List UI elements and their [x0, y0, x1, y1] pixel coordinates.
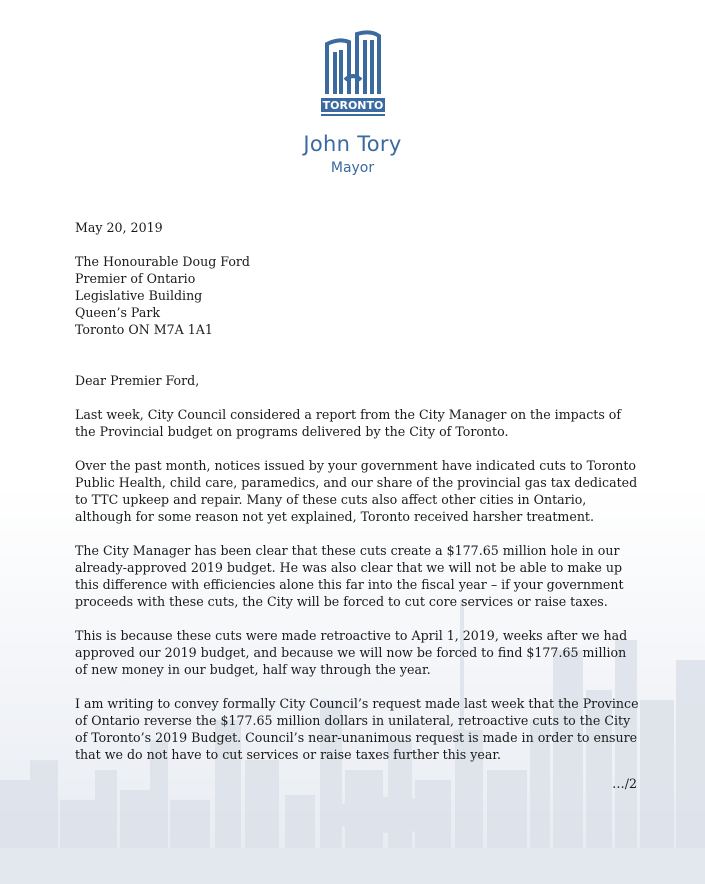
body-paragraph: Last week, City Council considered a report from the City Manager on the impacts of the Provincial budget on programs delivered by the City of Toronto. [75, 407, 622, 439]
recipient-address [75, 253, 640, 338]
recipient-line: Legislative Building [75, 288, 203, 303]
letterhead [0, 28, 705, 176]
mayor-name: John Tory [303, 132, 402, 156]
salutation: Dear Premier Ford, [75, 373, 200, 388]
body-paragraph: I am writing to convey formally City Council’s request made last week that the Province of Ontario reverse the $177.65 million dollars in unilateral, retroactive cuts to the City of Toronto’s 2019 Budget. Council’s near-unanimous request is made in order to ensure that we do not have to cut services or raise taxes further this year. [75, 696, 639, 762]
body-paragraph: This is because these cuts were made retroactive to April 1, 2019, weeks after we had approved our 2019 budget, and because we will now be forced to find $177.65 million of new money in our budget, half way through the year. [75, 628, 628, 677]
body-paragraph: The City Manager has been clear that these cuts create a $177.65 million hole in our already-approved 2019 budget. He was also clear that we will not be able to make up this difference with efficiencies alone this far into the fiscal year – if your government proceeds with these cuts, the City will be forced to cut core services or raise taxes. [75, 543, 624, 609]
recipient-line: The Honourable Doug Ford [75, 254, 250, 269]
mayor-title: Mayor [330, 160, 375, 176]
body-paragraph: Over the past month, notices issued by your government have indicated cuts to Toronto Public Health, child care, paramedics, and our share of the provincial gas tax dedicated to TTC upkeep and repair. Many of these cuts also affect other cities in Ontario, although for some reason not yet explained, Toronto received harsher treatment. [75, 458, 638, 524]
recipient-line: Toronto ON M7A 1A1 [75, 322, 213, 337]
toronto-city-hall-logo [317, 28, 389, 124]
letter-date: May 20, 2019 [75, 220, 163, 235]
recipient-line: Queen’s Park [75, 305, 160, 320]
recipient-line: Premier of Ontario [75, 271, 196, 286]
letter-body [75, 219, 640, 780]
page-continuation-marker: …/2 [612, 776, 637, 791]
logo-wordmark: TORONTO [322, 99, 383, 112]
